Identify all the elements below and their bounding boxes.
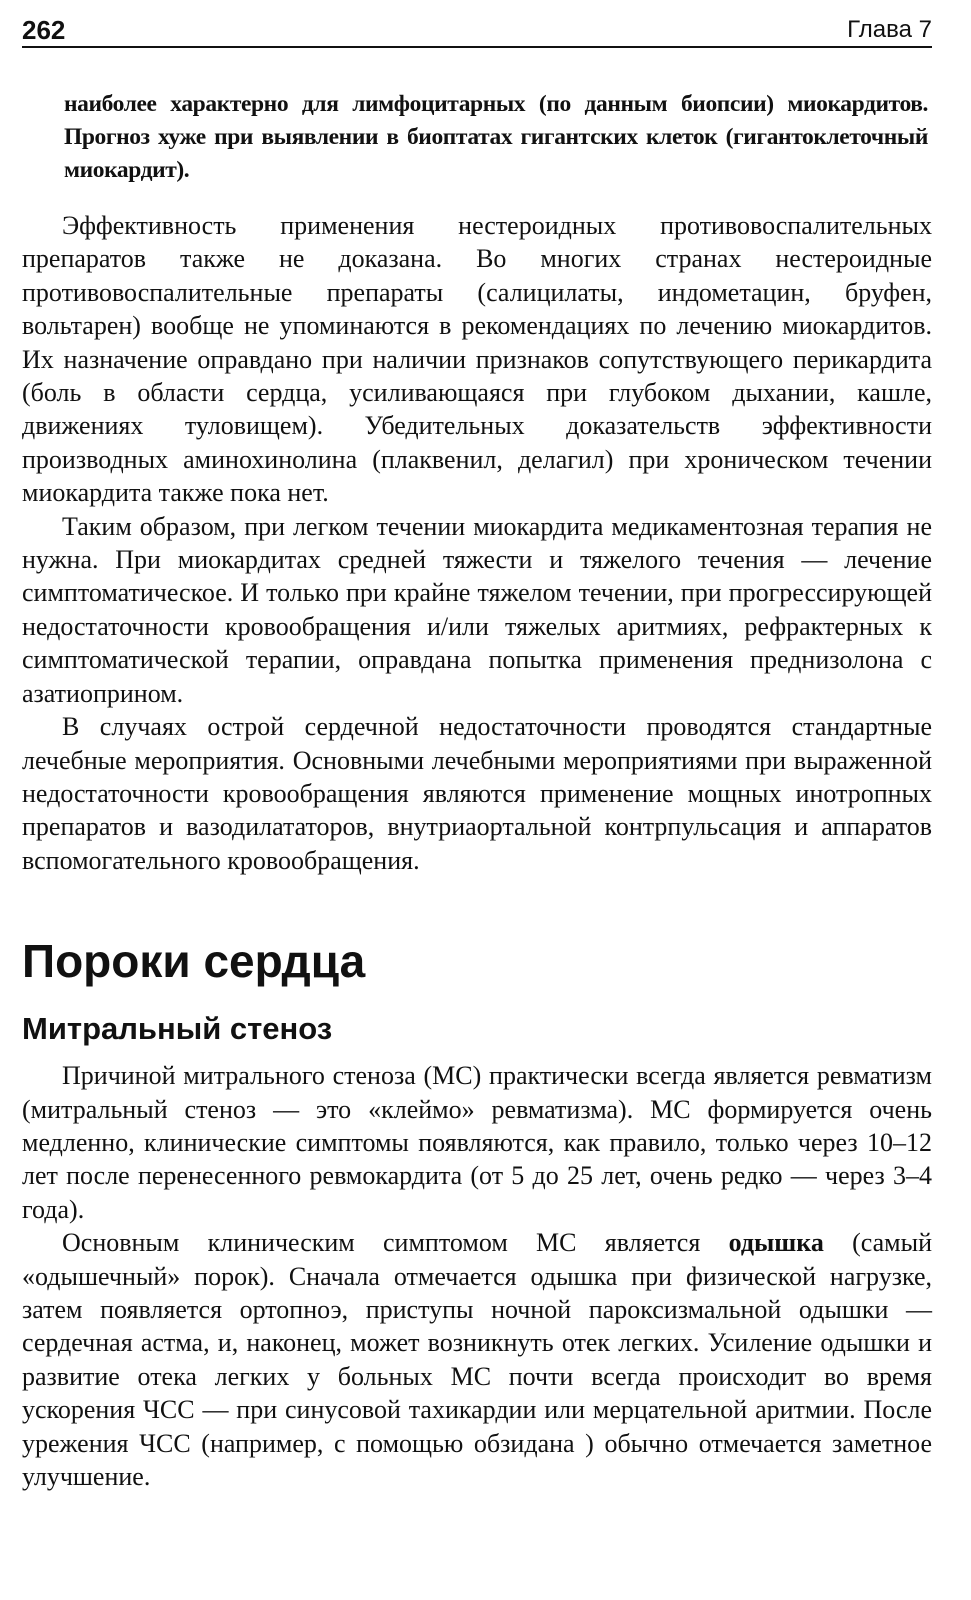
page-header (22, 14, 932, 48)
text-segment: Основным клиническим симптомом МС является (62, 1228, 729, 1258)
text-segment: (самый «одышечный» порок). Сначала отмечается одышка при физической нагрузке, затем появляется ортопноэ, приступы ночной пароксизмальной одышки — сердечная астма, и, наконец, может возникнуть отек легких. Усиление одышки и развитие отека легких у больных МС почти всегда происходит во время ускорения ЧСС — при синусовой тахикардии или мерцательной аритмии. После урежения ЧСС (например, с помощью обзидана ) обычно отмечается заметное улучшение. (22, 1228, 932, 1491)
paragraph-ms-symptoms (22, 1226, 932, 1493)
bold-term: одышка (728, 1228, 824, 1258)
chapter-label: Глава 7 (847, 16, 932, 43)
subsection-title: Митральный стеноз (22, 1011, 333, 1047)
book-page (22, 14, 932, 1493)
paragraph-acute-hf: В случаях острой сердечной недостаточности проводятся стандартные лечебные мероприятия. Основными лечебными мероприятиями при выраженной недостаточности кровообращения являются применение мощных инотропных препаратов и вазодилататоров, внутриаортальной контрпульсация и аппаратов вспомогательного кровообращения. (22, 712, 932, 875)
section-title: Пороки сердца (22, 935, 366, 988)
page-number: 262 (22, 15, 66, 45)
paragraph-nsaid: Эффективность применения нестероидных противовоспалительных препаратов также не доказана. Во многих странах нестероидные противовоспалительные препараты (салицилаты, индометацин, бруфен, вольтарен) вообще не упоминаются в рекомендациях по лечению миокардитов. Их назначение оправдано при наличии признаков сопутствующего перикардита (боль в области сердца, усиливающаяся при глубоком дыхании, кашле, движениях туловищем). Убедительных доказательств эффективности производных аминохинолина (плаквенил, делагил) при хроническом течении миокардита также пока нет. (22, 211, 932, 508)
small-print-note: наиболее характерно для лимфоцитарных (по данным биопсии) миокардитов. Прогноз хуже при выявлении в биоптатах гигантских клеток (гигантоклеточный миокардит). (64, 91, 928, 183)
paragraph-therapy: Таким образом, при легком течении миокардита медикаментозная терапия не нужна. При миокардитах средней тяжести и тяжелого течения — лечение симптоматическое. И только при крайне тяжелом течении, при прогрессирующей недостаточности кровообращения и/или тяжелых аритмиях, рефрактерных к симптоматической терапии, оправдана попытка применения преднизолона с азатиоприном. (22, 511, 932, 708)
paragraph-ms-cause: Причиной митрального стеноза (МС) практически всегда является ревматизм (митральный стеноз — это «клеймо» ревматизма). МС формируется очень медленно, клинические симптомы появляются, как правило, только через 10–12 лет после перенесенного ревмокардита (от 5 до 25 лет, очень редко — через 3–4 года). (22, 1061, 932, 1224)
